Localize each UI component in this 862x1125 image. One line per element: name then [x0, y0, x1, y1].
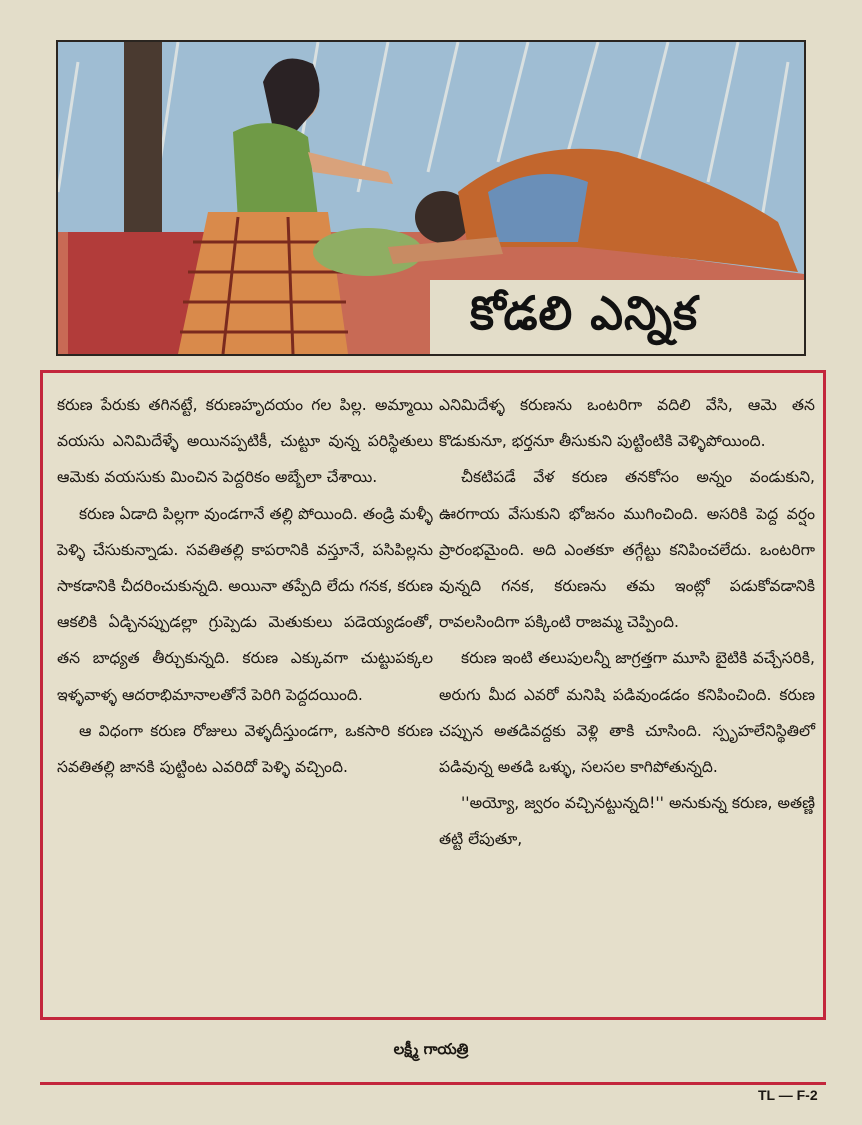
page-code: TL — F-2: [758, 1087, 818, 1103]
story-title: కోడలి ఎన్నిక: [470, 286, 698, 340]
right-column: [439, 387, 815, 858]
paragraph: కరుణ ఇంటి తలుపులన్నీ జాగ్రత్తగా మూసి బైటికి వచ్చేసరికి, అరుగు మీద ఎవరో మనిషి పడివుండడం కనిపించింది. కరుణ చప్పున అతడివద్దకు వెళ్లి తాకి చూసింది. స్పృహలేనిస్థితిలో పడివున్న అతడి ఒళ్ళు, సలసల కాగిపోతున్నది.: [439, 649, 815, 777]
author-credit: లక్ష్మీ గాయత్రి: [393, 1040, 469, 1058]
left-column: [57, 387, 433, 785]
paragraph: కరుణ పేరుకు తగినట్టే, కరుణహృదయం గల పిల్ల. అమ్మాయి వయసు ఎనిమిదేళ్ళే అయినప్పటికీ, చుట్టూ వున్న పరిస్థితులు ఆమెకు వయసుకు మించిన పెద్దరికం అబ్బేలా చేశాయి.: [57, 396, 433, 487]
paragraph: ఆ విధంగా కరుణ రోజులు వెళ్ళదీస్తుండగా, ఒకసారి కరుణ సవతితల్లి జానకి పుట్టింట ఎవరిదో పెళ్ళి వచ్చింది.: [57, 721, 433, 777]
paragraph: కరుణ ఏడాది పిల్లగా వుండగానే తల్లి పోయింది. తండ్రి మళ్ళీ పెళ్ళి చేసుకున్నాడు. సవతితల్లి కాపరానికి వస్తూనే, పసిపిల్లను సాకడానికి చీదరించుకున్నది. అయినా తప్పేది లేదు గనక, కరుణ ఆకలికి ఏడ్చినప్పుడల్లా గ్రుప్పెడు మెతుకులు పడెయ్యడంతో, తన బాధ్యత తీర్చుకున్నది. కరుణ ఎక్కువగా చుట్టుపక్కల ఇళ్ళవాళ్ళ ఆదరాభిమానాలతోనే పెరిగి పెద్దదయింది.: [57, 504, 433, 704]
footer-rule: [40, 1082, 826, 1085]
paragraph: ''అయ్యో, జ్వరం వచ్చినట్టున్నది!'' అనుకున్న కరుణ, అతణ్ణి తట్టి లేపుతూ,: [439, 794, 815, 849]
paragraph: ఎనిమిదేళ్ళ కరుణను ఒంటరిగా వదిలి వేసి, ఆమె తన కొడుకునూ, భర్తనూ తీసుకుని పుట్టింటికి వెళ్ళిపోయింది.: [439, 396, 815, 451]
paragraph: చీకటిపడే వేళ కరుణ తనకోసం అన్నం వండుకుని, ఊరగాయ వేసుకుని భోజనం ముగించింది. అసరికి పెద్ద వర్షం ప్రారంభమైంది. అది ఎంతకూ తగ్గేట్టు కనిపించలేదు. ఒంటరిగా వున్నది గనక, కరుణను తమ ఇంట్లో పడుకోవడానికి రావలసిందిగా పక్కింటి రాజమ్మ చెప్పింది.: [439, 468, 815, 632]
story-text-frame: [40, 370, 826, 1020]
